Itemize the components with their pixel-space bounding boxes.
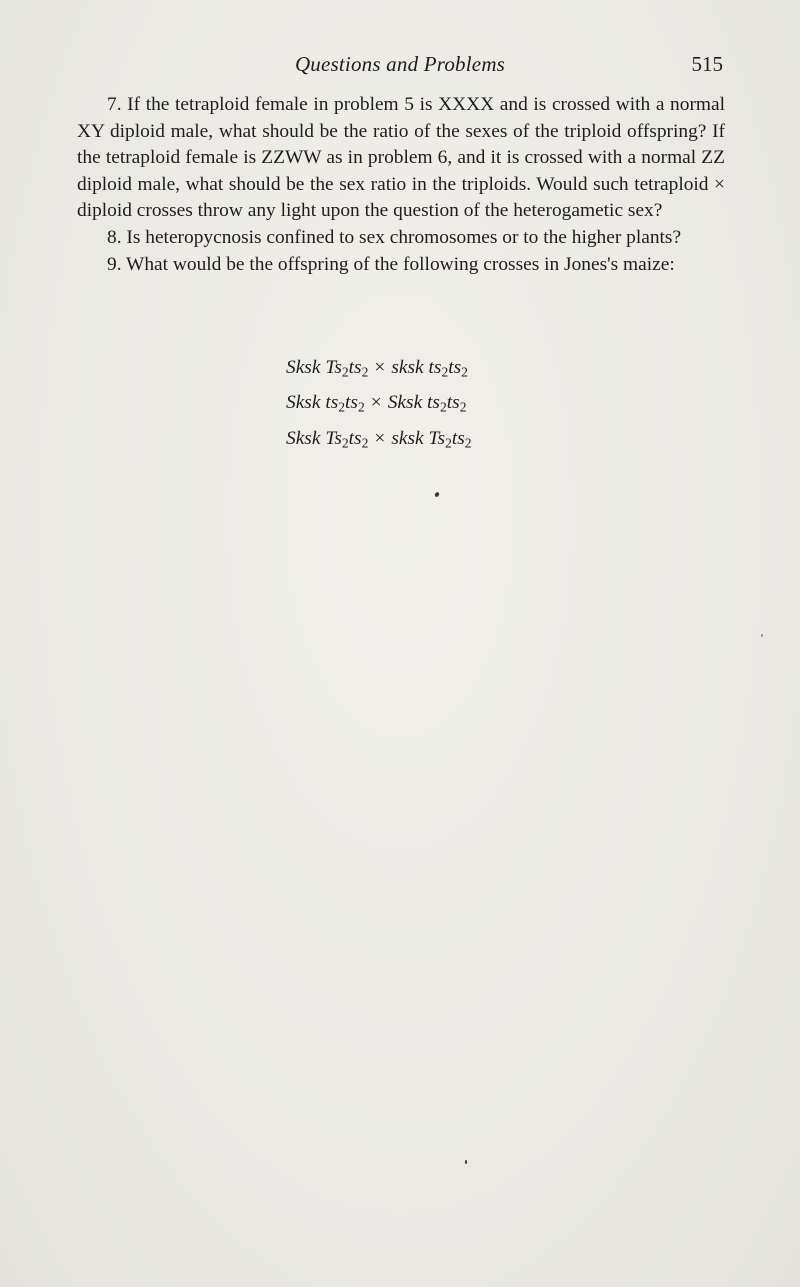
gene-symbol: sksk: [391, 357, 424, 378]
gene-subscript: 2: [439, 399, 447, 415]
cross-symbol: ×: [374, 357, 386, 378]
print-speck: [434, 491, 440, 497]
gene-symbol: ts: [423, 357, 442, 378]
problem-9: [77, 252, 725, 279]
gene-subscript: 2: [338, 399, 346, 415]
genotype-male: [391, 428, 471, 449]
gene-symbol: Ts: [320, 357, 342, 378]
gene-symbol: ts: [345, 392, 358, 414]
problem-8-text: Is heteropycnosis confined to sex chromosomes or to the higher plants?: [126, 226, 682, 248]
genotype-female: [286, 392, 365, 413]
problem-7-number: 7.: [107, 94, 122, 115]
gene-symbol: Sksk: [387, 392, 423, 414]
problems-text: [77, 92, 725, 278]
gene-subscript: 2: [341, 364, 349, 380]
gene-symbol: ts: [446, 392, 460, 414]
gene-subscript: 2: [341, 435, 349, 451]
gene-subscript: 2: [461, 364, 468, 380]
genotype-male: [388, 392, 467, 413]
gene-subscript: 2: [361, 364, 369, 380]
gene-symbol: ts: [451, 427, 465, 449]
gene-symbol: Sksk: [286, 357, 321, 378]
problem-7-text: If the tetraploid female in problem 5 is XXXX and is crossed with a normal XY diploid male, what should be the ratio of the sexes of the triploid offspring? If the tetraploid female is ZZWW as in problem 6, and it is crossed with a normal ZZ diploid male, what should be the sex ratio in the triploids. Would such tetraploid × diploid crosses throw any light upon the question of the heterogametic sex?: [77, 94, 725, 222]
gene-subscript: 2: [445, 435, 452, 451]
cross-symbol: ×: [374, 427, 386, 449]
print-speck: [761, 634, 763, 637]
genetic-crosses-list: [286, 352, 706, 458]
problem-9-number: 9.: [107, 253, 122, 275]
gene-symbol: sksk: [391, 427, 424, 449]
gene-symbol: Sksk: [286, 427, 321, 449]
gene-symbol: Sksk: [286, 392, 321, 414]
gene-symbol: Ts: [423, 427, 446, 449]
gene-symbol: ts: [422, 392, 440, 414]
gene-symbol: Ts: [320, 427, 342, 449]
running-title: Questions and Problems: [294, 52, 506, 76]
gene-symbol: ts: [348, 427, 362, 449]
gene-subscript: 2: [361, 435, 369, 451]
gene-subscript: 2: [464, 435, 472, 451]
cross-symbol: ×: [370, 392, 382, 414]
gene-subscript: 2: [459, 399, 467, 415]
genotype-female: [286, 357, 368, 378]
problem-8-number: 8.: [107, 226, 122, 248]
problem-8: [77, 225, 725, 252]
gene-symbol: ts: [448, 357, 462, 378]
print-speck: [465, 1160, 467, 1164]
page-number: 515: [691, 52, 723, 76]
gene-subscript: 2: [357, 399, 365, 415]
problem-9-text: What would be the offspring of the following crosses in Jones's maize:: [126, 253, 675, 275]
cross-line: [286, 423, 706, 458]
cross-line: [286, 352, 706, 387]
gene-symbol: ts: [320, 392, 339, 414]
running-head: [0, 52, 800, 82]
genotype-female: [286, 428, 368, 449]
genotype-male: [391, 357, 468, 378]
cross-line: [286, 387, 706, 422]
gene-subscript: 2: [441, 364, 449, 380]
problem-7: [77, 92, 725, 225]
gene-symbol: ts: [348, 357, 362, 378]
